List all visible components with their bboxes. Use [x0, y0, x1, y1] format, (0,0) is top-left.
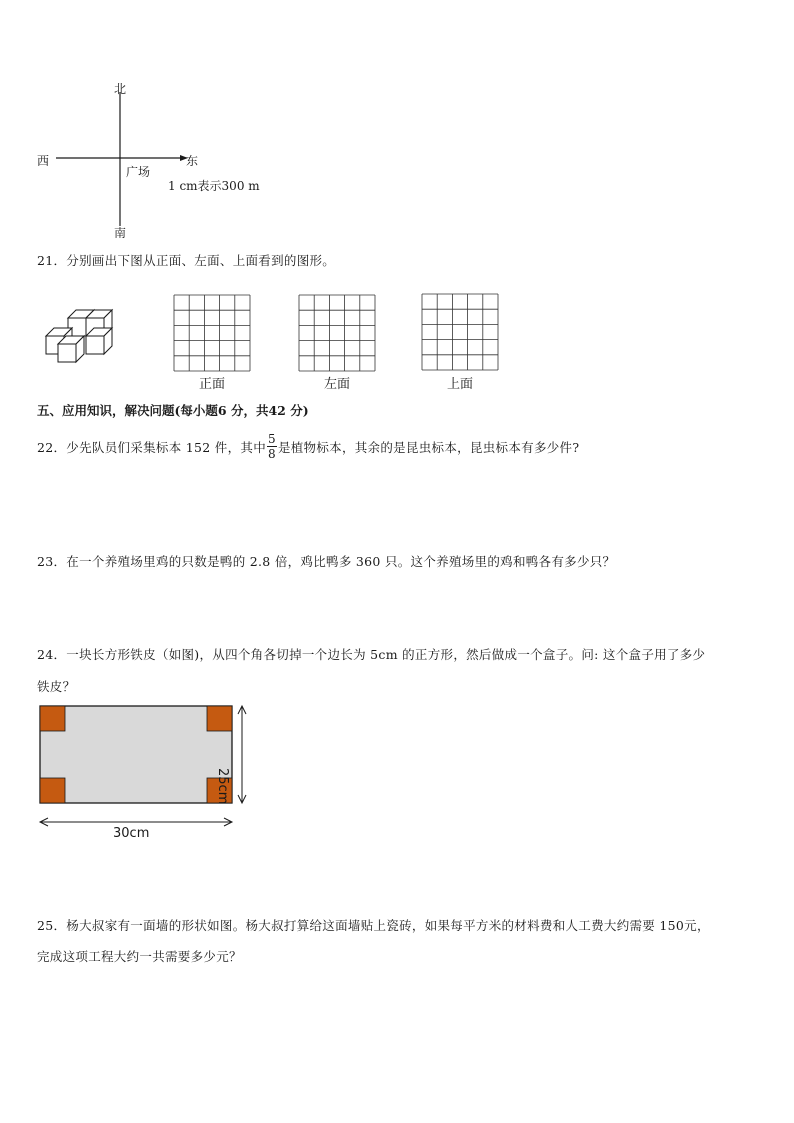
- fraction-numerator: 5: [268, 432, 276, 446]
- question-25-line-2: 完成这项工程大约一共需要多少元？: [37, 949, 242, 964]
- sheet-figure: [30, 700, 270, 845]
- question-21-text: 21．分别画出下图从正面、左面、上面看到的图形。: [37, 253, 336, 268]
- front-view-grid[interactable]: [173, 294, 251, 372]
- width-label: 30cm: [113, 826, 150, 841]
- left-view-grid[interactable]: [298, 294, 376, 372]
- question-23-text: 23．在一个养殖场里鸡的只数是鸭的 2.8 倍，鸡比鸭多 360 只。这个养殖场里的鸡和鸭各有多少只？: [37, 554, 616, 569]
- east-label: 东: [186, 154, 199, 168]
- west-label: 西: [37, 154, 50, 168]
- question-22-text: [37, 433, 579, 460]
- cube-stack-figure: [40, 300, 130, 370]
- question-24-line-1: 24．一块长方形铁皮（如图)，从四个角各切掉一个边长为 5cm 的正方形，然后做成一个盒子。问: 这个盒子用了多少: [37, 647, 706, 662]
- cube-front-face: [58, 344, 76, 362]
- south-label: 南: [114, 226, 127, 240]
- top-view-caption: 上面: [446, 377, 473, 392]
- left-view-caption: 左面: [323, 377, 350, 392]
- question-22-before: 22．少先队员们采集标本 152 件，其中: [37, 439, 267, 455]
- question-22-after: 是植物标本，其余的是昆虫标本，昆虫标本有多少件?: [277, 439, 580, 455]
- front-view-caption: 正面: [198, 377, 225, 392]
- scale-label: 1 cm表示300 m: [168, 179, 260, 193]
- height-label: 25cm: [215, 768, 230, 805]
- compass-axes: [0, 0, 794, 245]
- question-25-line-1: 25．杨大叔家有一面墙的形状如图。杨大叔打算给这面墙贴上瓷砖，如果每平方米的材料费和人工费大约需要 150元，: [37, 918, 710, 933]
- cut-corner-square: [40, 706, 65, 731]
- cube-front-face: [86, 336, 104, 354]
- fraction-five-eighths: [267, 433, 277, 460]
- cut-corner-square: [40, 778, 65, 803]
- iron-sheet: [40, 706, 232, 803]
- north-label: 北: [114, 82, 127, 96]
- section-5-title: 五、应用知识，解决问题(每小题6 分，共42 分): [37, 403, 309, 418]
- cut-corner-square: [207, 706, 232, 731]
- question-24-line-2: 铁皮？: [37, 679, 76, 694]
- square-label: 广场: [126, 165, 151, 179]
- fraction-denominator: 8: [268, 447, 276, 461]
- top-view-grid[interactable]: [421, 293, 499, 371]
